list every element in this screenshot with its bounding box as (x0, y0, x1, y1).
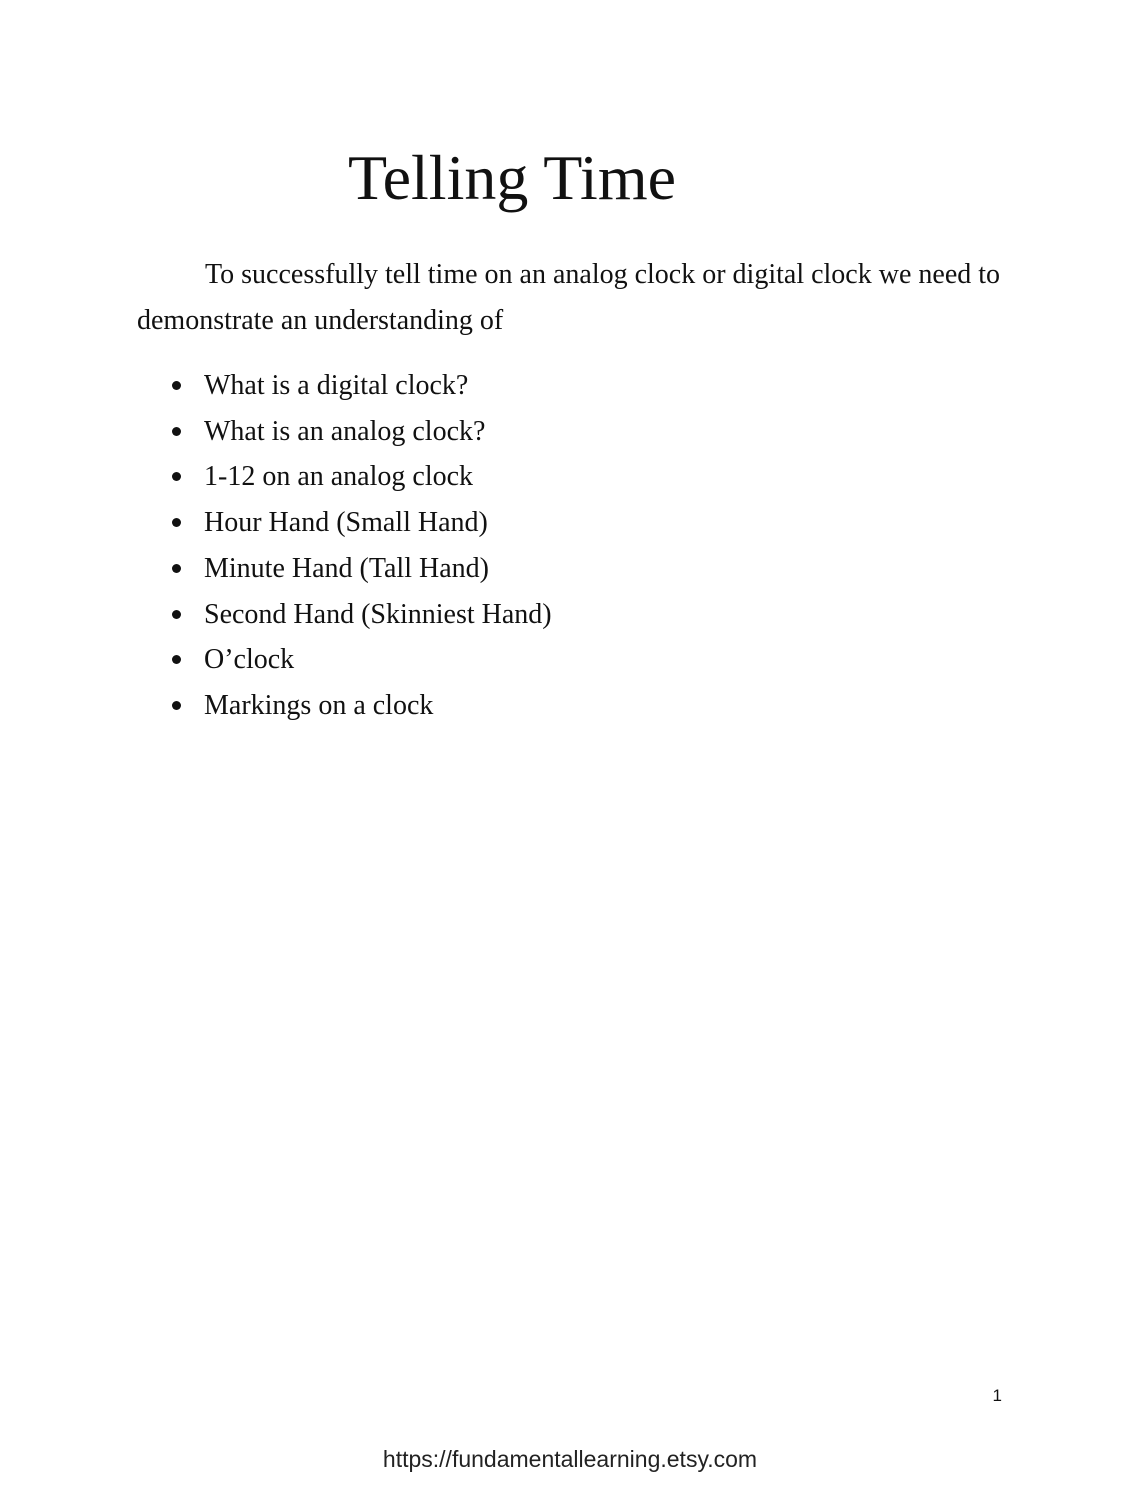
topic-list (170, 363, 552, 729)
list-item (170, 637, 552, 683)
list-item-text: Markings on a clock (204, 689, 434, 721)
list-item (170, 363, 552, 409)
list-item (170, 546, 552, 592)
list-item-text: What is an analog clock? (204, 415, 486, 447)
list-item-text: 1-12 on an analog clock (204, 461, 474, 493)
bullet-icon (172, 381, 181, 390)
list-item (170, 683, 552, 729)
intro-paragraph: To successfully tell time on an analog clock or digital clock we need to demonstrate an understanding of (137, 259, 1001, 336)
bullet-icon (172, 610, 181, 619)
list-item (170, 409, 552, 455)
bullet-icon (172, 655, 181, 664)
bullet-icon (172, 701, 181, 710)
list-item-text: Second Hand (Skinniest Hand) (204, 598, 552, 630)
list-item (170, 500, 552, 546)
bullet-icon (172, 518, 181, 527)
bullet-icon (172, 427, 181, 436)
list-item-text: What is a digital clock? (204, 370, 469, 401)
page-number: 1 (992, 1386, 1002, 1405)
page-title: Telling Time (347, 142, 677, 213)
bullet-icon (172, 564, 181, 573)
list-item (170, 592, 552, 638)
footer-url: https://fundamentallearning.etsy.com (382, 1446, 758, 1472)
list-item-text: O’clock (204, 644, 295, 676)
list-item-text: Hour Hand (Small Hand) (204, 507, 488, 539)
bullet-icon (172, 472, 181, 481)
list-item (170, 454, 552, 500)
list-item-text: Minute Hand (Tall Hand) (204, 552, 489, 584)
